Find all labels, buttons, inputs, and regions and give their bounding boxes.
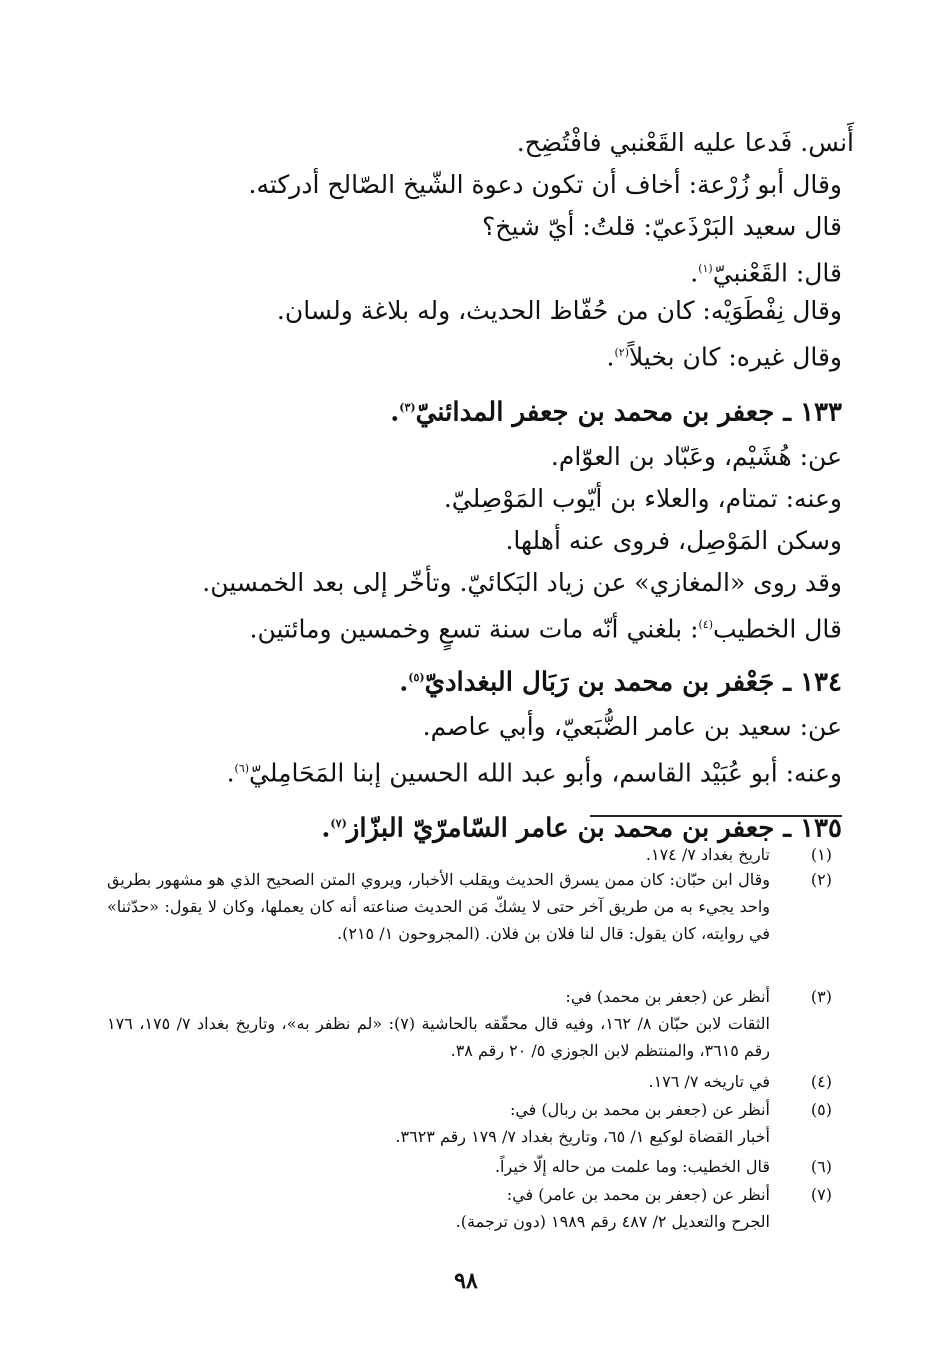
text-span: وقال غيره: كان بخيلاً <box>628 342 842 372</box>
text-line: قال سعيد البَرْذَعيّ: قلتُ: أيّ شيخ؟ <box>482 212 842 241</box>
punctuation: . <box>399 667 409 698</box>
footnote-ref[interactable]: (٢) <box>614 346 629 359</box>
text-line: وقد روى «المغازي» عن زياد البَكائيّ. وتأخّر إلى بعد الخمسين. <box>202 568 842 597</box>
text-line: وقال أبو زُرْعة: أخاف أن تكون دعوة الشّيخ الصّالح أدركته. <box>248 170 842 199</box>
footnote-text: الثقات لابن حبّان ٨/ ١٦٢، وفيه قال محقّقه بالحاشية (٧): «لم نظفر به»، وتاريخ بغداد ٧/ ١٧٥، ١٧٦ رقم ٣٦١٥، والمنتظم لابن الجوزي ٥/ ٢٠ رقم ٣٨. <box>107 1014 770 1060</box>
footnote-ref[interactable]: (٤) <box>698 618 714 631</box>
footnote-divider <box>590 815 842 817</box>
footnote-ref[interactable]: (٣) <box>399 401 416 414</box>
footnote-ref[interactable]: (٦) <box>234 762 250 775</box>
footnote-text: أنظر عن (جعفر بن محمد بن عامر) في: <box>506 1185 770 1204</box>
footnote-5 <box>107 1096 832 1150</box>
footnote-4 <box>107 1068 832 1095</box>
footnote-number: (٦) <box>810 1157 832 1176</box>
text-line: وقال نِفْطَوَيْه: كان من حُفّاظ الحديث، وله بلاغة ولسان. <box>276 296 842 325</box>
heading-text: ١٣٣ ـ جعفر بن محمد بن جعفر المدائنيّ <box>415 397 842 428</box>
footnote-ref[interactable]: (٧) <box>330 817 347 830</box>
footnote-7 <box>107 1181 832 1235</box>
text-line: وسكن المَوْصِل، فروى عنه أهلها. <box>505 526 842 555</box>
punctuation: . <box>390 397 400 428</box>
text-span: قال الخطيب <box>713 614 842 644</box>
footnote-number: (٧) <box>810 1185 832 1204</box>
main-text <box>82 122 854 852</box>
text-line <box>82 748 842 790</box>
footnote-ref[interactable]: (٥) <box>408 671 425 684</box>
text-line <box>82 604 842 646</box>
text-line: عن: هُشَيْم، وعَبّاد بن العوّام. <box>550 442 842 471</box>
text-span: قال: القَعْنبيّ <box>712 258 842 288</box>
footnote-2 <box>107 866 832 947</box>
footnote-6 <box>107 1153 832 1180</box>
text-line <box>82 332 842 374</box>
footnote-number: (٣) <box>810 987 832 1006</box>
text-span: : بلغني أنّه مات سنة تسعٍ وخمسين ومائتين. <box>249 614 699 644</box>
footnote-number: (٢) <box>810 870 832 889</box>
footnote-number: (١) <box>810 845 832 864</box>
footnote-text: أنظر عن (جعفر بن محمد) في: <box>565 987 770 1006</box>
footnote-number: (٥) <box>810 1100 832 1119</box>
text-span: وعنه: أبو عُبَيْد القاسم، وأبو عبد الله الحسين إبنا المَحَامِليّ <box>249 758 842 788</box>
footnote-ref[interactable]: (١) <box>698 262 713 275</box>
punctuation: . <box>690 258 699 288</box>
page-number: ٩٨ <box>454 1268 478 1294</box>
punctuation: . <box>321 813 331 844</box>
entry-heading <box>82 650 842 706</box>
text-line: عن: سعيد بن عامر الضُّبَعيّ، وأبي عاصم. <box>422 712 842 741</box>
punctuation: . <box>226 758 235 788</box>
footnote-text: في تاريخه ٧/ ١٧٦. <box>648 1072 770 1091</box>
footnote-text: قال الخطيب: وما علمت من حاله إلّا خيراً. <box>494 1157 770 1176</box>
heading-text: ١٣٤ ـ جَعْفر بن محمد بن رَبَال البغداديّ <box>424 667 842 698</box>
footnote-3 <box>107 983 832 1064</box>
footnote-number: (٤) <box>810 1072 832 1091</box>
footnote-text: أخبار القضاة لوكيع ١/ ٦٥، وتاريخ بغداد ٧/ ١٧٩ رقم ٣٦٢٣. <box>395 1127 770 1146</box>
heading-text: ١٣٥ ـ جعفر بن محمد بن عامر السّامرّيّ البزّاز <box>346 813 842 844</box>
text-line <box>82 248 842 290</box>
footnote-text: الجرح والتعديل ٢/ ٤٨٧ رقم ١٩٨٩ (دون ترجمة). <box>455 1212 770 1231</box>
entry-heading <box>82 380 842 436</box>
footnote-text: أنظر عن (جعفر بن محمد بن ربال) في: <box>509 1100 770 1119</box>
footnote-text: وقال ابن حبّان: كان ممن يسرق الحديث ويقلب الأخبار، ويروي المتن الصحيح الذي هو مشهور بطريق واحد يجيء به من طريق آخر حتى لا يشكّ مَن الحديث صناعته أنه كان يعملها، وكان لا يقول: «حدّثنا» في روايته، كان يقول: قال لنا فلان بن فلان. (المجروحون ١/ ٢١٥). <box>107 870 771 943</box>
text-line: أَنس. فَدعا عليه القَعْنبي فافْتُضِح. <box>516 128 854 157</box>
text-line: وعنه: تمتام، والعلاء بن أيّوب المَوْصِليّ. <box>443 484 842 513</box>
footnote-text: تاريخ بغداد ٧/ ١٧٤. <box>645 845 770 864</box>
footnote-1 <box>107 841 832 868</box>
punctuation: . <box>606 342 615 372</box>
